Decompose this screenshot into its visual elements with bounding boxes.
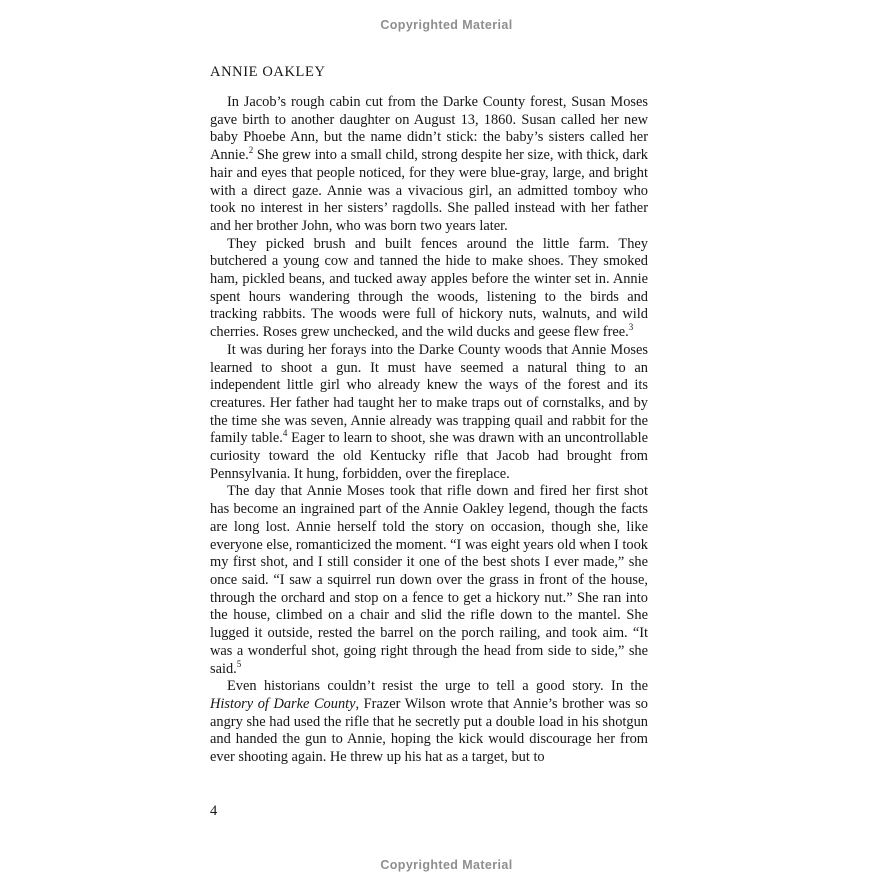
footnote-reference: 2 — [248, 145, 254, 156]
copyright-notice-bottom: Copyrighted Material — [380, 858, 513, 872]
body-text — [210, 94, 648, 767]
chapter-running-head: ANNIE OAKLEY — [210, 64, 326, 80]
footnote-reference: 5 — [236, 658, 242, 669]
page-number: 4 — [210, 803, 218, 819]
text-run: The day that Annie Moses took that rifle down and fired her first shot has become an ingrained part of the Annie Oakley legend, though the facts are long lost. Annie herself told the story on occasion, though she, like everyone else, romanticized the moment. “I was eight years old when I took my first shot, and I still consider it one of the best shots I ever made,” she once said. “I saw a squirrel run down over the grass in front of the house, through the orchard and stop on a fence to get a hickory nut.” She ran into the house, climbed on a chair and slid the rifle down to the mantel. She lugged it outside, rested the barrel on the porch railing, and took aim. “It was a wonderful shot, going right through the head from side to side,” she said. — [210, 483, 648, 677]
paragraph — [210, 483, 648, 678]
copyright-notice-top: Copyrighted Material — [380, 18, 513, 32]
book-title-italic: History of Darke County — [210, 695, 356, 712]
paragraph — [210, 342, 648, 484]
text-run: Eager to learn to shoot, she was drawn with an uncontrollable curiosity toward the old Kentucky rifle that Jacob had brought from Pennsylvania. It hung, forbidden, over the fireplace. — [210, 430, 648, 482]
footnote-reference: 4 — [282, 428, 288, 439]
text-run: They picked brush and built fences around the little farm. They butchered a young cow and tanned the hide to make shoes. They smoked ham, pickled beans, and tucked away apples before the winter set in. Annie spent hours wandering through the woods, listening to the birds and tracking rabbits. The woods were full of hickory nuts, walnuts, and wild cherries. Roses grew unchecked, and the wild ducks and geese flew free. — [210, 235, 648, 341]
text-run: Even historians couldn’t resist the urge to tell a good story. In the — [227, 678, 648, 695]
paragraph — [210, 94, 648, 236]
paragraph — [210, 678, 648, 767]
paragraph — [210, 236, 648, 342]
text-run: In Jacob’s rough cabin cut from the Darke County forest, Susan Moses gave birth to another daughter on August 13, 1860. Susan called her new baby Phoebe Ann, but the name didn’t stick: the baby’s sisters called her Annie. — [210, 94, 648, 164]
footnote-reference: 3 — [628, 322, 634, 333]
text-run: She grew into a small child, strong despite her size, with thick, dark hair and eyes that people noticed, for they were blue-gray, large, and bright with a direct gaze. Annie was a vivacious girl, an admitted tomboy who took no interest in her sisters’ ragdolls. She palled instead with her father and her brother John, who was born two years later. — [210, 147, 648, 234]
book-page-text-block — [210, 64, 648, 767]
text-run: It was during her forays into the Darke County woods that Annie Moses learned to shoot a gun. It must have seemed a natural thing to an independent little girl who already knew the ways of the forest and its creatures. Her father had taught her to make traps out of cornstalks, and by the time she was seven, Annie already was trapping quail and rabbit for the family table. — [210, 341, 648, 447]
text-run: , Frazer Wilson wrote that Annie’s brother was so angry she had used the rifle that he secretly put a double load in his shotgun and handed the gun to Annie, hoping the kick would discourage her from ever shooting again. He threw up his hat as a target, but to — [210, 695, 648, 766]
